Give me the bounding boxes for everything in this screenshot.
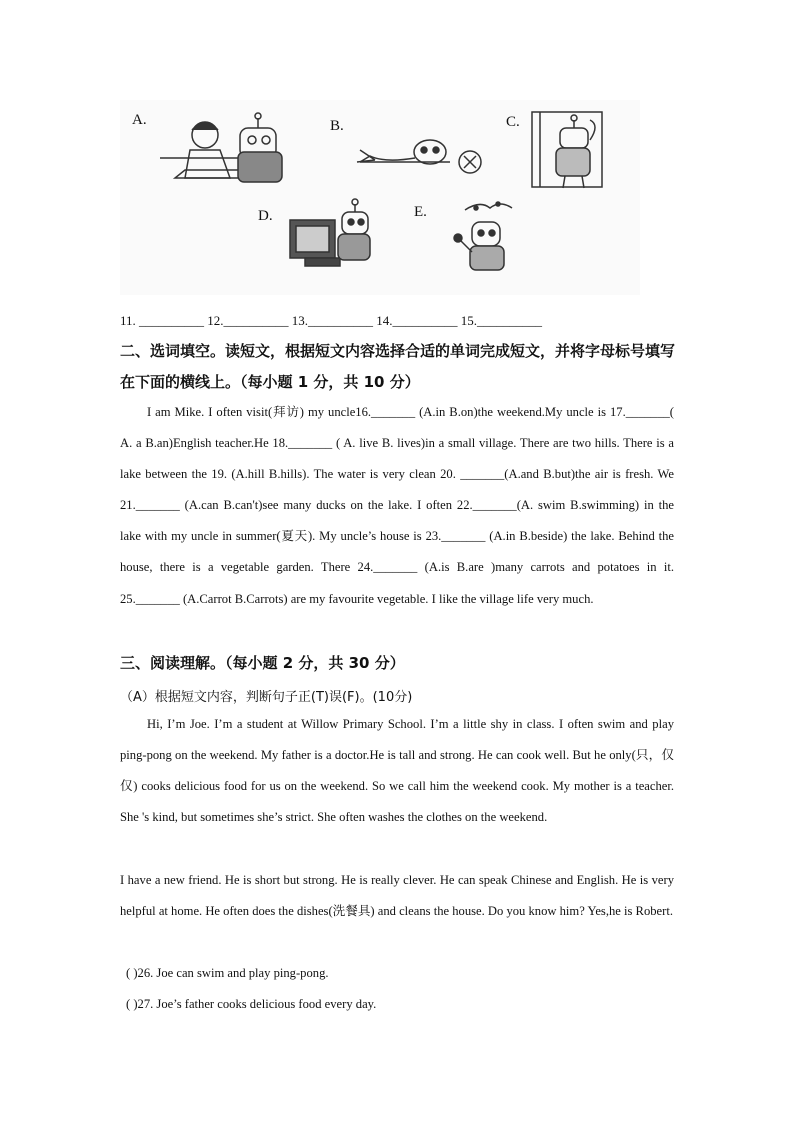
section-2-passage: I am Mike. I often visit(拜访) my uncle16._______ (A.in B.on)the weekend.My uncle is 17._______( A. a B.an)English teacher.He 18._______ ( A. live B. lives)in a small village. There are two hills. There is a lake between the 19. (A.hill B.hills). The water is very clean 20. _______(A.and B.but)the air is fresh. We 21._______ (A.can B.can't)see many ducks on the lake. I often 22._______(A. swim B.swimming) in the lake with my uncle in summer(夏天). My uncle’s house is 23._______ (A.in B.beside) the lake. Behind the house, there is a vegetable garden. There 24._______ (A.is B.are )many carrots and potatoes in it. 25._______ (A.Carrot B.Carrots) are my favourite vegetable. I like the village life very much. [120,405,674,606]
picture-label-a: A. [132,112,147,128]
picture-label-c: C. [506,114,520,130]
robot-illustrations [120,100,640,295]
picture-figure [120,100,640,295]
question-26: ( )26. Joe can swim and play ping-pong. [126,966,329,980]
picture-label-e: E. [414,204,427,220]
section-3-heading: 三、阅读理解。（每小题 2 分，共 30 分） [120,654,405,672]
section-3-sub-heading: （A）根据短文内容，判断句子正(T)误(F)。(10分) [120,690,413,705]
answer-blanks-11-15: 11. __________ 12.__________ 13.__________ 14.__________ 15.__________ [120,313,543,328]
section-2-heading: 二、选词填空。读短文，根据短文内容选择合适的单词完成短文，并将字母标号填写在下面的横线上。（每小题 1 分，共 10 分） [120,342,676,391]
picture-label-b: B. [330,118,344,134]
picture-label-d: D. [258,208,273,224]
question-27: ( )27. Joe’s father cooks delicious food every day. [126,997,377,1011]
reading-paragraph-1: Hi, I’m Joe. I’m a student at Willow Primary School. I’m a little shy in class. I often swim and play ping-pong on the weekend. My father is a doctor.He is tall and strong. He can cook well. But he only(只，仅仅) cooks delicious food for us on the weekend. So we call him the weekend cook. My mother is a teacher. She 's kind, but sometimes she’s strict. She often washes the clothes on the weekend. [120,717,674,825]
reading-paragraph-2: I have a new friend. He is short but strong. He is really clever. He can speak Chinese and English. He is very helpful at home. He often does the dishes(洗餐具) and cleans the house. Do you know him? Yes,he is Robert. [120,873,674,919]
